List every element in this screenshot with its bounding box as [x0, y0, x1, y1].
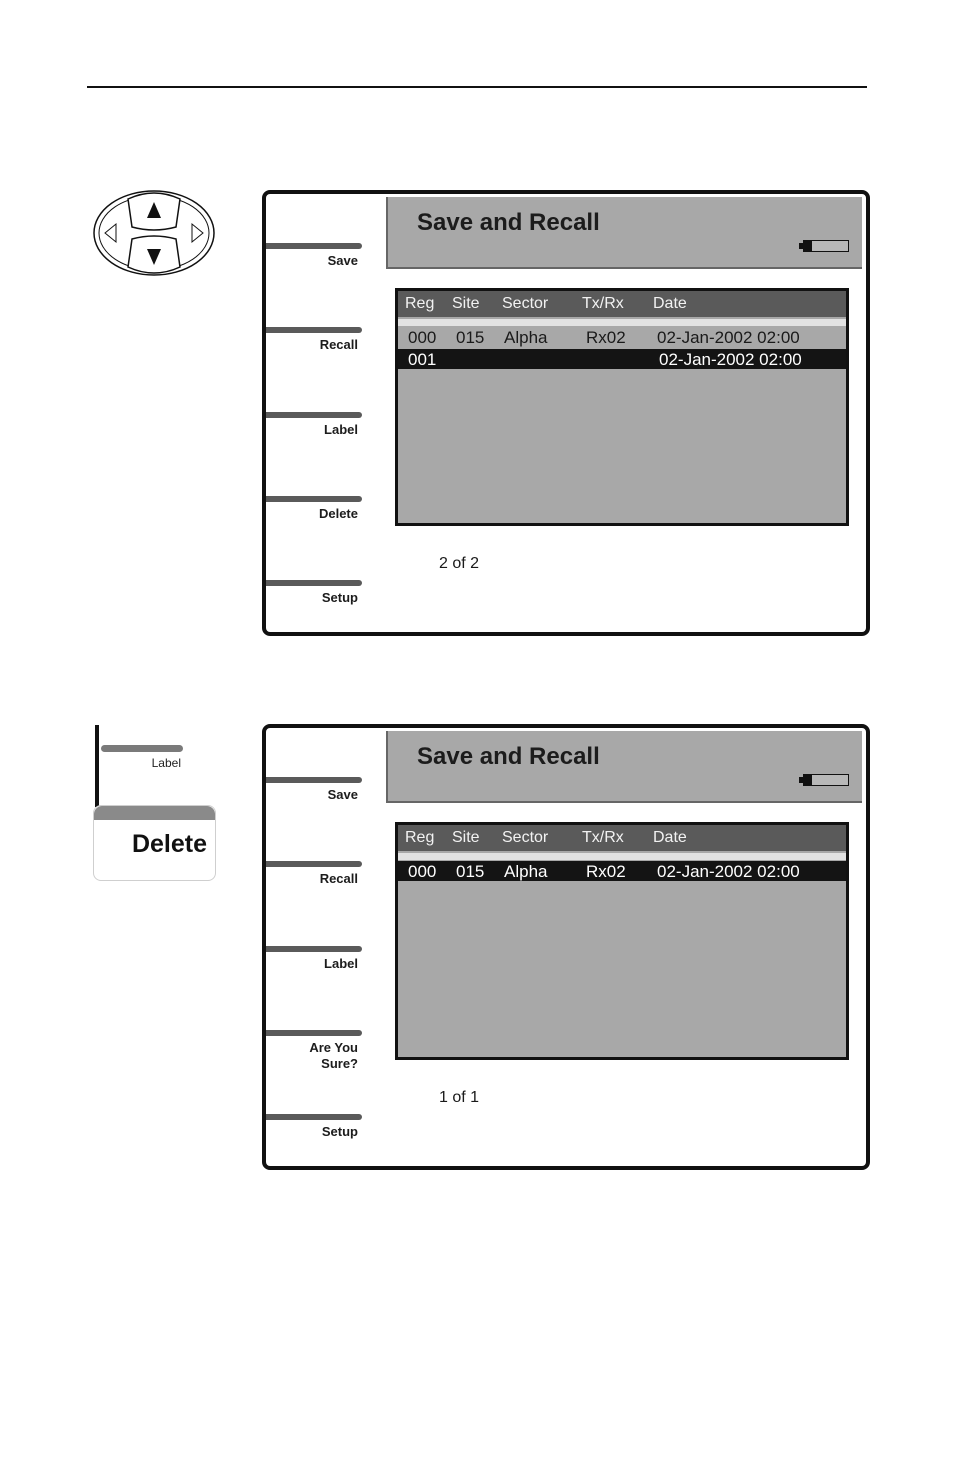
softkey-setup[interactable]: [266, 1114, 364, 1174]
column-sector: Sector: [502, 829, 549, 846]
table-header: [398, 825, 846, 851]
battery-icon: [803, 240, 849, 252]
softkey-label: Label: [324, 956, 358, 971]
callout-delete-key[interactable]: [93, 805, 216, 881]
top-rule: [87, 86, 867, 88]
column-site: Site: [452, 295, 480, 312]
softkey-callout: [93, 725, 218, 885]
softkey-label: Delete: [318, 506, 358, 521]
column-reg: Reg: [405, 829, 435, 846]
softkey-label-key[interactable]: [266, 412, 364, 472]
column-site: Site: [452, 829, 480, 846]
screen-title: Save and Recall: [417, 209, 600, 236]
softkey-label-key[interactable]: [266, 946, 364, 1006]
screen-save-recall-1: [262, 190, 870, 636]
softkey-save[interactable]: [266, 777, 364, 837]
callout-label-text: Label: [151, 756, 181, 770]
column-date: Date: [653, 295, 687, 312]
screen-save-recall-2: [262, 724, 870, 1170]
column-reg: Reg: [405, 295, 435, 312]
softkey-label: Setup: [321, 1124, 358, 1139]
softkey-label: Save: [327, 253, 358, 268]
softkey-recall[interactable]: [266, 327, 364, 387]
screen-header: [386, 197, 862, 269]
battery-icon: [803, 774, 849, 786]
softkey-label: Label: [324, 422, 358, 437]
softkey-label: Recall: [319, 337, 358, 352]
record-counter: 1 of 1: [439, 1089, 480, 1106]
softkey-label: Recall: [319, 871, 358, 886]
table-header: [398, 291, 846, 317]
softkey-label: Save: [327, 787, 358, 802]
register-table: [395, 288, 849, 526]
table-row-selected[interactable]: 000 015 Alpha Rx02 02-Jan-2002 02:00: [398, 861, 846, 881]
screen-title: Save and Recall: [417, 743, 600, 770]
record-counter: 2 of 2: [439, 555, 480, 572]
table-row-selected[interactable]: 001 02-Jan-2002 02:00: [398, 349, 846, 369]
softkey-save[interactable]: [266, 243, 364, 303]
column-txrx: Tx/Rx: [582, 829, 624, 846]
column-sector: Sector: [502, 295, 549, 312]
softkey-label: Are You Sure?: [309, 1040, 358, 1071]
table-row[interactable]: 000 015 Alpha Rx02 02-Jan-2002 02:00: [408, 328, 800, 347]
softkey-delete[interactable]: [266, 496, 364, 556]
column-txrx: Tx/Rx: [582, 295, 624, 312]
dpad-icon[interactable]: [92, 189, 216, 277]
callout-label-key[interactable]: [101, 745, 183, 752]
column-date: Date: [653, 829, 687, 846]
screen-header: [386, 731, 862, 803]
softkey-are-you-sure[interactable]: [266, 1030, 364, 1090]
register-table: [395, 822, 849, 1060]
softkey-label: Setup: [321, 590, 358, 605]
softkey-recall[interactable]: [266, 861, 364, 921]
callout-delete-text: Delete: [131, 830, 207, 858]
softkey-setup[interactable]: [266, 580, 364, 640]
